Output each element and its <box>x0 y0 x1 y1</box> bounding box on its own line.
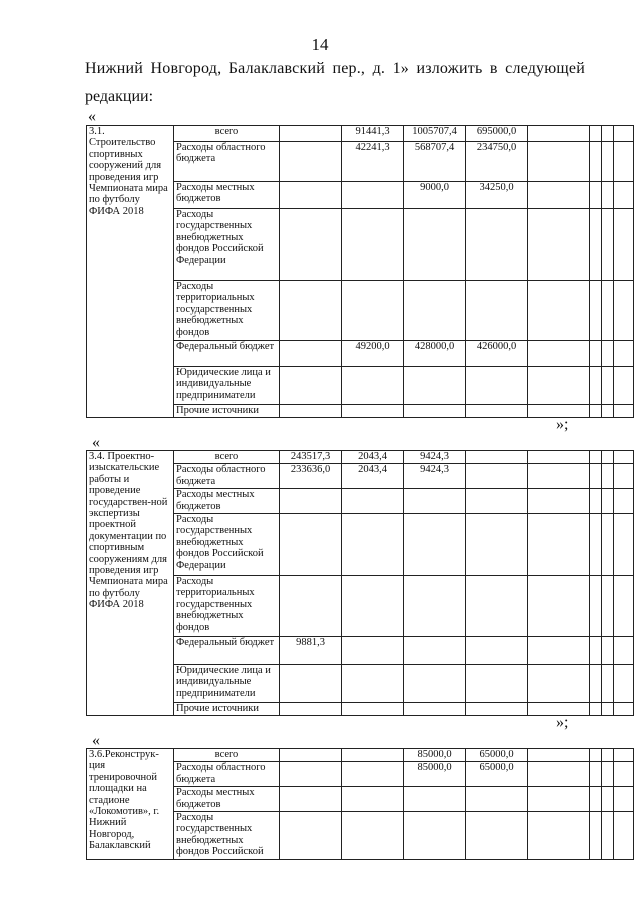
spacer-cell <box>614 281 634 341</box>
amount-cell <box>404 514 466 576</box>
spacer-cell <box>614 514 634 576</box>
amount-cell: 85000,0 <box>404 749 466 762</box>
close-quote-2: »; <box>556 714 569 731</box>
amount-cell <box>280 142 342 182</box>
amount-cell <box>590 182 602 209</box>
spacer-cell <box>602 514 614 576</box>
funding-source: всего <box>174 126 280 142</box>
amount-cell <box>342 281 404 341</box>
amount-cell <box>528 464 590 489</box>
spacer-cell <box>614 637 634 665</box>
amount-cell: 426000,0 <box>466 341 528 367</box>
spacer-cell <box>614 209 634 281</box>
amount-cell <box>590 405 602 418</box>
spacer-cell <box>614 451 634 464</box>
spacer-cell <box>614 405 634 418</box>
amount-cell: 91441,3 <box>342 126 404 142</box>
funding-source: Прочие источники <box>174 405 280 418</box>
amount-cell <box>404 489 466 514</box>
schedule-table-3-4 <box>86 450 634 716</box>
schedule-table-3-6 <box>86 748 634 860</box>
funding-source: Расходы государственных внебюджетных фондов Российской Федерации <box>174 514 280 576</box>
amount-cell <box>528 341 590 367</box>
amount-cell <box>404 367 466 405</box>
close-quote-1: »; <box>556 416 569 433</box>
spacer-cell <box>602 405 614 418</box>
amount-cell <box>404 637 466 665</box>
funding-source: Расходы местных бюджетов <box>174 787 280 812</box>
spacer-cell <box>602 142 614 182</box>
spacer-cell <box>602 182 614 209</box>
amount-cell <box>466 281 528 341</box>
spacer-cell <box>614 703 634 716</box>
amount-cell: 2043,4 <box>342 451 404 464</box>
amount-cell <box>528 489 590 514</box>
amount-cell <box>590 489 602 514</box>
amount-cell <box>280 703 342 716</box>
funding-source: Расходы государственных внебюджетных фондов Российской Федерации <box>174 209 280 281</box>
amount-cell <box>466 665 528 703</box>
amount-cell: 9424,3 <box>404 451 466 464</box>
amount-cell <box>590 637 602 665</box>
spacer-cell <box>614 665 634 703</box>
amount-cell: 9881,3 <box>280 637 342 665</box>
amount-cell <box>280 341 342 367</box>
spacer-cell <box>602 749 614 762</box>
spacer-cell <box>602 576 614 637</box>
measure-title: 3.6.Реконструк-ция тренировочной площадки на стадионе «Локомотив», г. Нижний Новгород, Балаклавский <box>87 749 174 860</box>
funding-source: Расходы государственных внебюджетных фондов Российской <box>174 812 280 860</box>
amount-cell <box>280 281 342 341</box>
table-row <box>87 451 634 464</box>
spacer-cell <box>614 576 634 637</box>
open-quote-2: « <box>92 434 100 451</box>
funding-source: Федеральный бюджет <box>174 637 280 665</box>
amount-cell <box>590 762 602 787</box>
amount-cell <box>280 665 342 703</box>
amount-cell <box>590 341 602 367</box>
amount-cell <box>342 576 404 637</box>
spacer-cell <box>614 787 634 812</box>
spacer-cell <box>602 367 614 405</box>
amount-cell: 85000,0 <box>404 762 466 787</box>
amount-cell <box>342 749 404 762</box>
spacer-cell <box>602 812 614 860</box>
amount-cell <box>466 576 528 637</box>
amount-cell <box>528 142 590 182</box>
amount-cell <box>280 405 342 418</box>
spacer-cell <box>602 209 614 281</box>
amount-cell <box>590 281 602 341</box>
amount-cell: 233636,0 <box>280 464 342 489</box>
spacer-cell <box>614 142 634 182</box>
amount-cell: 9424,3 <box>404 464 466 489</box>
amount-cell <box>466 514 528 576</box>
amount-cell <box>528 182 590 209</box>
amount-cell <box>404 405 466 418</box>
funding-source: Расходы областного бюджета <box>174 464 280 489</box>
spacer-cell <box>602 637 614 665</box>
amount-cell <box>342 367 404 405</box>
amount-cell <box>590 812 602 860</box>
funding-source: Прочие источники <box>174 703 280 716</box>
schedule-table-3-1 <box>86 125 634 418</box>
spacer-cell <box>602 464 614 489</box>
amount-cell <box>590 126 602 142</box>
amount-cell <box>528 209 590 281</box>
amount-cell <box>590 367 602 405</box>
amount-cell <box>466 637 528 665</box>
amount-cell <box>342 762 404 787</box>
amount-cell <box>466 209 528 281</box>
amount-cell <box>404 281 466 341</box>
amount-cell <box>590 451 602 464</box>
spacer-cell <box>614 812 634 860</box>
amount-cell <box>342 787 404 812</box>
funding-source: Расходы областного бюджета <box>174 762 280 787</box>
spacer-cell <box>602 762 614 787</box>
funding-source: Расходы территориальных государственных внебюджетных фондов <box>174 281 280 341</box>
amount-cell <box>280 514 342 576</box>
amount-cell <box>466 451 528 464</box>
page-number: 14 <box>311 35 329 54</box>
amount-cell <box>280 367 342 405</box>
open-quote-1: « <box>88 108 96 125</box>
amount-cell <box>590 749 602 762</box>
amount-cell <box>590 209 602 281</box>
spacer-cell <box>602 126 614 142</box>
amount-cell: 9000,0 <box>404 182 466 209</box>
spacer-cell <box>614 489 634 514</box>
measure-title: 3.4. Проектно-изыскательские работы и проведение государствен-ной экспертизы проектной документации по спортивным сооружениям для проведения игр Чемпионата мира по футболу ФИФА 2018 <box>87 451 174 716</box>
intro-line-2: редакции: <box>85 88 154 105</box>
amount-cell: 568707,4 <box>404 142 466 182</box>
amount-cell: 234750,0 <box>466 142 528 182</box>
amount-cell <box>466 703 528 716</box>
funding-source: Юридические лица и индивидуальные предприниматели <box>174 665 280 703</box>
funding-source: Расходы местных бюджетов <box>174 489 280 514</box>
amount-cell: 42241,3 <box>342 142 404 182</box>
amount-cell <box>528 812 590 860</box>
amount-cell <box>404 812 466 860</box>
amount-cell <box>528 665 590 703</box>
amount-cell: 695000,0 <box>466 126 528 142</box>
amount-cell <box>528 281 590 341</box>
funding-source: всего <box>174 749 280 762</box>
amount-cell: 49200,0 <box>342 341 404 367</box>
spacer-cell <box>614 341 634 367</box>
amount-cell <box>528 787 590 812</box>
amount-cell <box>466 464 528 489</box>
spacer-cell <box>614 762 634 787</box>
amount-cell: 2043,4 <box>342 464 404 489</box>
amount-cell <box>528 576 590 637</box>
funding-source: Расходы территориальных государственных внебюджетных фондов <box>174 576 280 637</box>
spacer-cell <box>602 703 614 716</box>
amount-cell <box>280 749 342 762</box>
amount-cell <box>466 787 528 812</box>
funding-source: Расходы местных бюджетов <box>174 182 280 209</box>
amount-cell <box>466 405 528 418</box>
table-row <box>87 126 634 142</box>
amount-cell <box>590 665 602 703</box>
spacer-cell <box>602 787 614 812</box>
spacer-cell <box>614 464 634 489</box>
amount-cell <box>404 787 466 812</box>
amount-cell <box>342 514 404 576</box>
measure-title: 3.1. Строительство спортивных сооружений для проведения игр Чемпионата мира по футболу ФИФА 2018 <box>87 126 174 418</box>
funding-source: Федеральный бюджет <box>174 341 280 367</box>
amount-cell <box>280 489 342 514</box>
amount-cell <box>528 367 590 405</box>
amount-cell <box>528 514 590 576</box>
intro-line-1: Нижний Новгород, Балаклавский пер., д. 1» изложить в следующей <box>85 60 585 77</box>
amount-cell <box>342 182 404 209</box>
amount-cell <box>342 637 404 665</box>
amount-cell <box>404 703 466 716</box>
amount-cell <box>466 489 528 514</box>
amount-cell <box>342 812 404 860</box>
amount-cell <box>280 209 342 281</box>
amount-cell <box>528 451 590 464</box>
spacer-cell <box>614 182 634 209</box>
amount-cell <box>280 182 342 209</box>
spacer-cell <box>602 665 614 703</box>
amount-cell <box>404 209 466 281</box>
spacer-cell <box>602 489 614 514</box>
spacer-cell <box>602 281 614 341</box>
amount-cell <box>590 514 602 576</box>
amount-cell <box>342 209 404 281</box>
funding-source: Юридические лица и индивидуальные предприниматели <box>174 367 280 405</box>
amount-cell <box>280 787 342 812</box>
amount-cell <box>280 126 342 142</box>
amount-cell <box>590 576 602 637</box>
amount-cell: 1005707,4 <box>404 126 466 142</box>
amount-cell: 65000,0 <box>466 762 528 787</box>
amount-cell <box>528 762 590 787</box>
amount-cell <box>466 367 528 405</box>
spacer-cell <box>602 341 614 367</box>
table-row <box>87 749 634 762</box>
amount-cell: 65000,0 <box>466 749 528 762</box>
amount-cell <box>280 812 342 860</box>
spacer-cell <box>614 126 634 142</box>
amount-cell <box>280 762 342 787</box>
amount-cell <box>528 126 590 142</box>
amount-cell <box>342 665 404 703</box>
amount-cell <box>342 489 404 514</box>
open-quote-3: « <box>92 732 100 749</box>
spacer-cell <box>614 367 634 405</box>
spacer-cell <box>614 749 634 762</box>
amount-cell <box>280 576 342 637</box>
funding-source: всего <box>174 451 280 464</box>
amount-cell: 428000,0 <box>404 341 466 367</box>
amount-cell <box>404 665 466 703</box>
amount-cell <box>466 812 528 860</box>
amount-cell: 34250,0 <box>466 182 528 209</box>
amount-cell: 243517,3 <box>280 451 342 464</box>
funding-source: Расходы областного бюджета <box>174 142 280 182</box>
amount-cell <box>342 703 404 716</box>
amount-cell <box>590 142 602 182</box>
amount-cell <box>590 787 602 812</box>
amount-cell <box>528 749 590 762</box>
spacer-cell <box>602 451 614 464</box>
amount-cell <box>528 637 590 665</box>
amount-cell <box>590 703 602 716</box>
amount-cell <box>404 576 466 637</box>
amount-cell <box>590 464 602 489</box>
amount-cell <box>342 405 404 418</box>
